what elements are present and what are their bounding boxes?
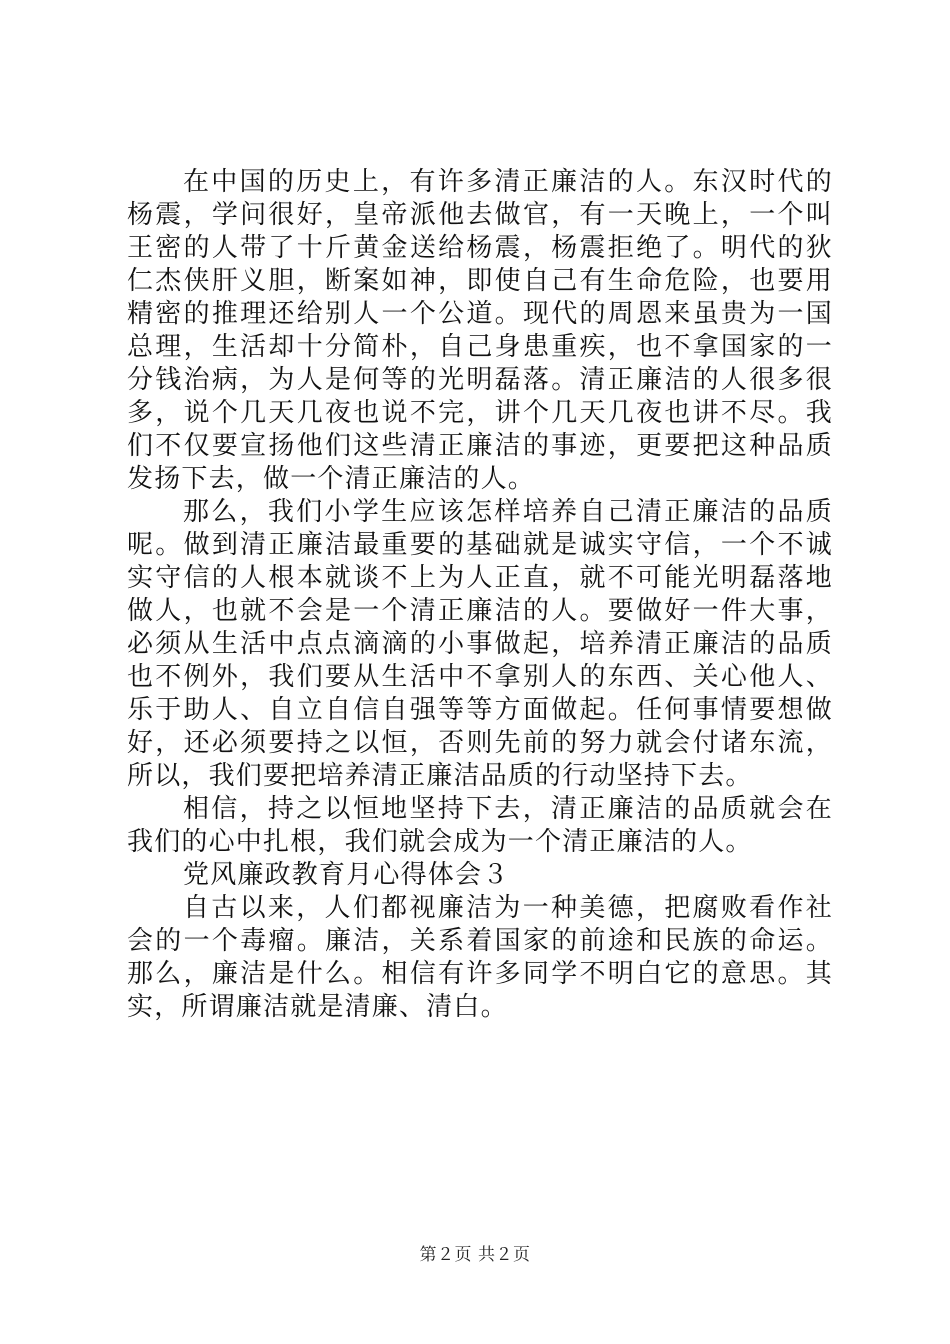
paragraph: 自古以来，人们都视廉洁为一种美德，把腐败看作社会的一个毒瘤。廉洁，关系着国家的前途和民族的命运。那么，廉洁是什么。相信有许多同学不明白它的意思。其实，所谓廉洁就是清廉、清白。: [127, 893, 833, 1022]
paragraph: 相信，持之以恒地坚持下去，清正廉洁的品质就会在我们的心中扎根，我们就会成为一个清正廉洁的人。: [127, 794, 833, 857]
paragraph: 在中国的历史上，有许多清正廉洁的人。东汉时代的杨震，学问很好，皇帝派他去做官，有一天晚上，一个叫王密的人带了十斤黄金送给杨震，杨震拒绝了。明代的狄仁杰侠肝义胆，断案如神，即使自己有生命危险，也要用精密的推理还给别人一个公道。现代的周恩来虽贵为一国总理，生活却十分简朴，自己身患重疾，也不拿国家的一分钱治病，为人是何等的光明磊落。清正廉洁的人很多很多，说个几天几夜也说不完，讲个几天几夜也讲不尽。我们不仅要宣扬他们这些清正廉洁的事迹，更要把这种品质发扬下去，做一个清正廉洁的人。: [127, 167, 833, 494]
paragraph: 那么，我们小学生应该怎样培养自己清正廉洁的品质呢。做到清正廉洁最重要的基础就是诚实守信，一个不诚实守信的人根本就谈不上为人正直，就不可能光明磊落地做人，也就不会是一个清正廉洁的人。要做好一件大事，必须从生活中点点滴滴的小事做起，培养清正廉洁的品质也不例外，我们要从生活中不拿别人的东西、关心他人、乐于助人、自立自信自强等等方面做起。任何事情要想做好，还必须要持之以恒，否则先前的努力就会付诸东流，所以，我们要把培养清正廉洁品质的行动坚持下去。: [127, 497, 833, 791]
page-footer: 第２页 共２页: [419, 1245, 531, 1265]
document-body: [127, 166, 833, 1024]
section-heading: 党风廉政教育月心得体会３: [183, 860, 510, 890]
